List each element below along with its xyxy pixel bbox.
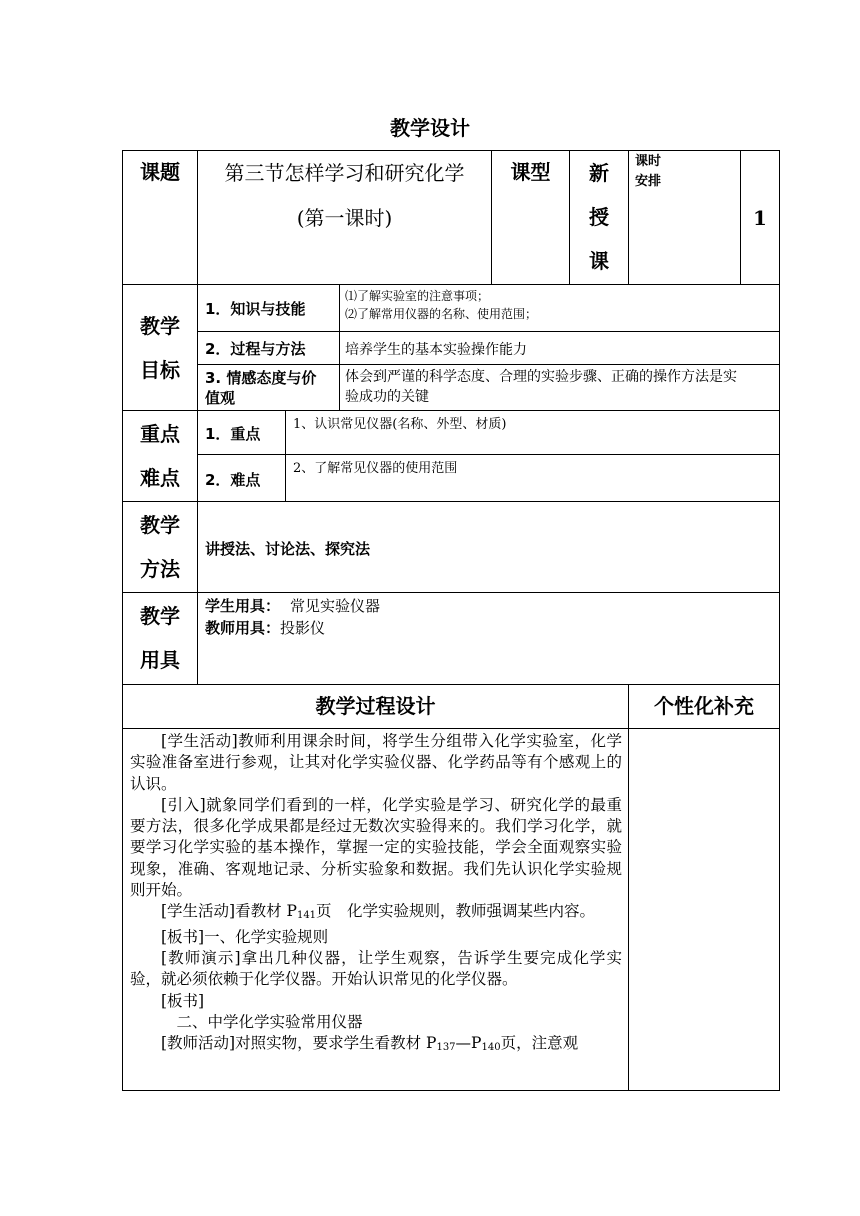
table-rule — [122, 592, 780, 593]
methods-text: 讲授法、讨论法、探究法 — [205, 540, 371, 558]
page-ref: 140 — [481, 1042, 501, 1054]
process-header: 教学过程设计 — [315, 694, 436, 718]
methods-label — [123, 503, 197, 591]
table-rule — [628, 150, 629, 285]
methods-label-line: 教学 — [140, 513, 180, 537]
process-text: 页 化学实验规则，教师强调某些内容。 — [316, 902, 596, 921]
student-tools-label: 学生用具： — [205, 597, 281, 615]
process-paragraph — [130, 901, 622, 926]
page-ref: 141 — [296, 910, 317, 922]
tools-label — [123, 594, 197, 682]
process-paragraph: 二、中学化学实验常用仪器 — [176, 1012, 363, 1031]
teacher-tools-label: 教师用具： — [205, 619, 281, 637]
process-text: 页，注意观 — [500, 1034, 579, 1053]
objective-knowledge-label: 1．知识与技能 — [205, 300, 306, 318]
process-text: —P — [455, 1034, 482, 1053]
key-points-label-line: 难点 — [140, 466, 180, 490]
objective-line: 验成功的关键 — [345, 389, 429, 405]
personalized-header: 个性化补充 — [654, 694, 754, 718]
table-rule — [197, 331, 780, 332]
process-paragraph — [130, 1033, 622, 1058]
process-body — [130, 731, 622, 1058]
table-rule — [628, 684, 629, 1091]
process-paragraph: [学生活动]教师利用课余时间，将学生分组带入化学实验室，化学实验准备室进行参观，让其对化学实验仪器、化学药品等有个感观上的认识。 — [130, 732, 622, 793]
objective-process-label: 2．过程与方法 — [205, 340, 306, 358]
objective-process-text: 培养学生的基本实验操作能力 — [345, 342, 527, 358]
table-rule — [122, 728, 780, 729]
difficult-point-label: 2．难点 — [205, 471, 261, 489]
objectives-label-line: 目标 — [140, 358, 180, 382]
table-border-right — [779, 150, 780, 1091]
table-rule — [285, 410, 286, 502]
student-tools — [205, 595, 765, 617]
objective-line: 体会到严谨的科学态度、合理的实验步骤、正确的操作方法是实 — [345, 369, 737, 385]
process-paragraph: [教师演示]拿出几种仪器，让学生观察，告诉学生要完成化学实验，就必须依赖于化学仪器。开始认识常见的化学仪器。 — [130, 948, 622, 989]
process-text: [学生活动]看教材 P — [161, 902, 297, 921]
methods-label-line: 方法 — [140, 557, 180, 581]
document-title: 教学设计 — [390, 116, 470, 140]
objective-line: ⑴了解实验室的注意事项； — [345, 289, 490, 303]
process-paragraph: [板书] — [161, 991, 205, 1010]
lesson-type-char: 新 — [589, 161, 609, 185]
objective-attitude-text — [345, 367, 779, 407]
objective-attitude-label — [205, 368, 339, 408]
table-rule — [122, 410, 780, 411]
lesson-type-char: 授 — [589, 205, 609, 229]
key-points-label-line: 重点 — [140, 422, 180, 446]
tools-label-line: 用具 — [140, 648, 180, 672]
topic-title: 第三节怎样学习和研究化学 — [224, 161, 465, 185]
process-paragraph: [引入]就象同学们看到的一样，化学实验是学习、研究化学的最重要方法，很多化学成果都是经过无数次实验得来的。我们学习化学，就要学习化学实验的基本操作，掌握一定的实验技能，学会全面观察实验现象，准确、客观地记录、分析实验象和数据。我们先认识化学实验规则开始。 — [130, 795, 622, 900]
objective-attitude-label-line: 值观 — [205, 389, 236, 407]
key-point-text: 1、认识常见仪器(名称、外型、材质) — [293, 417, 507, 432]
process-text: [教师活动]对照实物，要求学生看教材 P — [161, 1034, 437, 1053]
key-point-label: 1．重点 — [205, 425, 261, 443]
table-rule — [197, 364, 780, 365]
class-hours-label-line: 安排 — [635, 174, 662, 189]
objective-line: ⑵了解常用仪器的名称、使用范围； — [345, 307, 538, 321]
objectives-label — [123, 304, 197, 392]
teacher-tools — [205, 617, 765, 639]
page-ref: 137 — [436, 1042, 456, 1054]
class-hours-label-line: 课时 — [635, 154, 662, 169]
objective-attitude-label-line: 3. 情感态度与价 — [205, 369, 317, 387]
objectives-label-line: 教学 — [140, 314, 180, 338]
student-tools-value: 常见实验仪器 — [290, 597, 381, 615]
teacher-tools-value: 投影仪 — [280, 619, 326, 637]
topic-value — [198, 151, 491, 241]
table-rule — [122, 501, 780, 502]
topic-session: (第一课时) — [296, 206, 393, 230]
class-hours-value: 1 — [753, 206, 767, 230]
table-rule — [122, 284, 780, 285]
objective-knowledge-text — [345, 287, 775, 323]
process-paragraph: [板书]一、化学实验规则 — [161, 927, 329, 946]
lesson-type-label: 课型 — [510, 160, 551, 184]
table-rule — [339, 284, 340, 411]
topic-label: 课题 — [140, 160, 180, 184]
lesson-type-char: 课 — [589, 249, 609, 273]
table-border-bottom — [122, 1090, 780, 1091]
tools-text — [205, 595, 765, 639]
tools-label-line: 教学 — [140, 604, 180, 628]
difficult-point-text: 2、了解常见仪器的使用范围 — [293, 461, 458, 476]
key-points-label — [123, 412, 197, 500]
class-hours-label — [635, 152, 735, 192]
lesson-type-value — [570, 151, 628, 283]
